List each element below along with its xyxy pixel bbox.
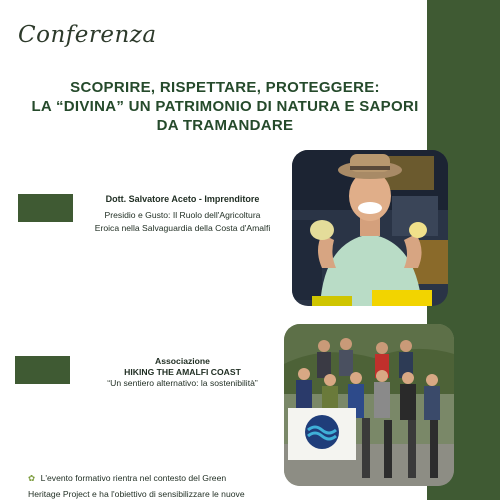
- association-name: HIKING THE AMALFI COAST: [124, 367, 241, 377]
- event-type-label: Conferenza: [18, 22, 157, 48]
- speaker-name: Dott. Salvatore Aceto - Imprenditore: [105, 194, 260, 204]
- association-marker-block: [15, 356, 70, 384]
- association-label: Associazione: [155, 356, 210, 366]
- footer-line: L'evento formativo rientra nel contesto del Green: [40, 473, 227, 483]
- speaker-photo: [292, 150, 448, 306]
- association-section: [80, 356, 285, 389]
- group-photo-illustration: [284, 324, 454, 486]
- title-line: LA “DIVINA” UN PATRIMONIO DI NATURA E SAPORI: [31, 98, 419, 115]
- footer-note: [28, 470, 428, 500]
- title-line: DA TRAMANDARE: [156, 117, 294, 134]
- leaf-sprout-icon: ✿: [28, 473, 36, 483]
- group-photo: [284, 324, 454, 486]
- speaker-section: [80, 193, 285, 235]
- title-line: SCOPRIRE, RISPETTARE, PROTEGGERE:: [70, 79, 380, 96]
- speaker-marker-block: [18, 194, 73, 222]
- association-talk: “Un sentiero alternativo: la sostenibilità”: [107, 378, 258, 388]
- page-title: [20, 78, 430, 135]
- footer-line: Heritage Project e ha l'obiettivo di sensibilizzare le nuove: [28, 489, 245, 499]
- speaker-talk-line: Presidio e Gusto: Il Ruolo dell'Agricoltura: [104, 210, 261, 220]
- speaker-talk-line: Eroica nella Salvaguardia della Costa d'Amalfi: [94, 223, 271, 233]
- speaker-photo-illustration: [292, 150, 448, 306]
